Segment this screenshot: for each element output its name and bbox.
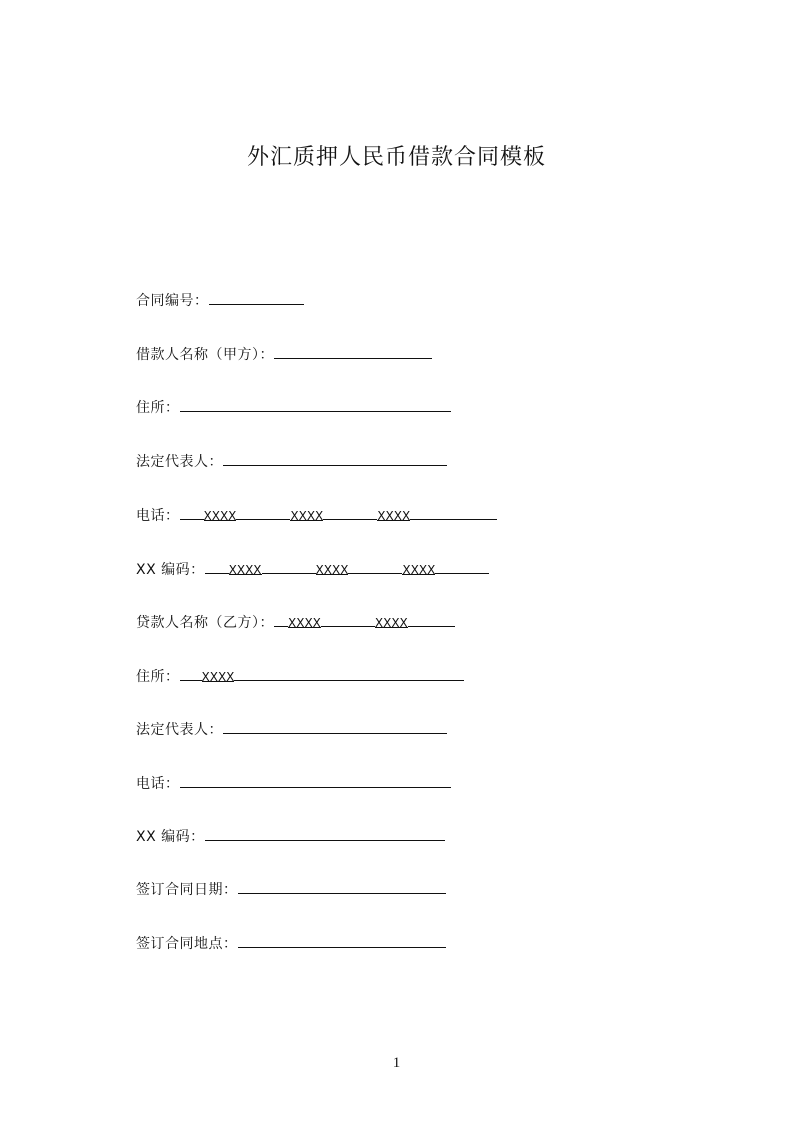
contract-number-label: 合同编号： [136,293,209,309]
borrower-address-blank[interactable] [180,397,451,412]
lender-phone-label: 电话： [136,776,180,792]
lender-code-blank[interactable] [205,826,445,841]
borrower-name-field [136,344,432,365]
sign-place-label: 签订合同地点： [136,936,238,952]
lender-address-field [136,666,464,687]
sign-place-blank[interactable] [238,933,446,948]
sign-place-field [136,933,446,954]
sign-date-field [136,879,446,900]
contract-number-field [136,290,304,311]
document-title: 外汇质押人民币借款合同模板 [246,145,546,170]
borrower-name-label: 借款人名称（甲方）： [136,347,274,363]
lender-phone-field [136,773,451,794]
lender-name-field [136,612,455,633]
contract-number-blank[interactable] [209,290,304,305]
borrower-phone-value-1[interactable]: XXXX [204,506,237,521]
borrower-code-field [136,559,489,580]
lender-rep-blank[interactable] [223,719,447,734]
borrower-rep-label: 法定代表人： [136,454,223,470]
lender-rep-label: 法定代表人： [136,722,223,738]
borrower-code-value-2[interactable]: XXXX [316,560,349,575]
page-number: 1 [392,1055,401,1071]
borrower-code-value-1[interactable]: XXXX [229,560,262,575]
borrower-name-blank[interactable] [274,344,432,359]
lender-phone-blank[interactable] [180,773,451,788]
borrower-phone-label: 电话： [136,508,180,524]
borrower-address-label: 住所： [136,400,180,416]
lender-rep-field [136,719,447,740]
borrower-rep-field [136,451,447,472]
lender-name-value-2[interactable]: XXXX [375,613,408,628]
borrower-rep-blank[interactable] [223,451,447,466]
lender-name-label: 贷款人名称（乙方）： [136,615,274,631]
lender-name-value-1[interactable]: XXXX [288,613,321,628]
lender-code-label: XX 编码： [136,829,205,845]
borrower-phone-value-2[interactable]: XXXX [290,506,323,521]
borrower-phone-value-3[interactable]: XXXX [377,506,410,521]
borrower-phone-field [136,505,497,526]
lender-code-field [136,826,445,847]
borrower-code-value-3[interactable]: XXXX [402,560,435,575]
lender-address-label: 住所： [136,669,180,685]
lender-address-value[interactable]: XXXX [202,667,235,682]
sign-date-label: 签订合同日期： [136,882,238,898]
borrower-code-label: XX 编码： [136,562,205,578]
sign-date-blank[interactable] [238,879,446,894]
borrower-address-field [136,397,451,418]
